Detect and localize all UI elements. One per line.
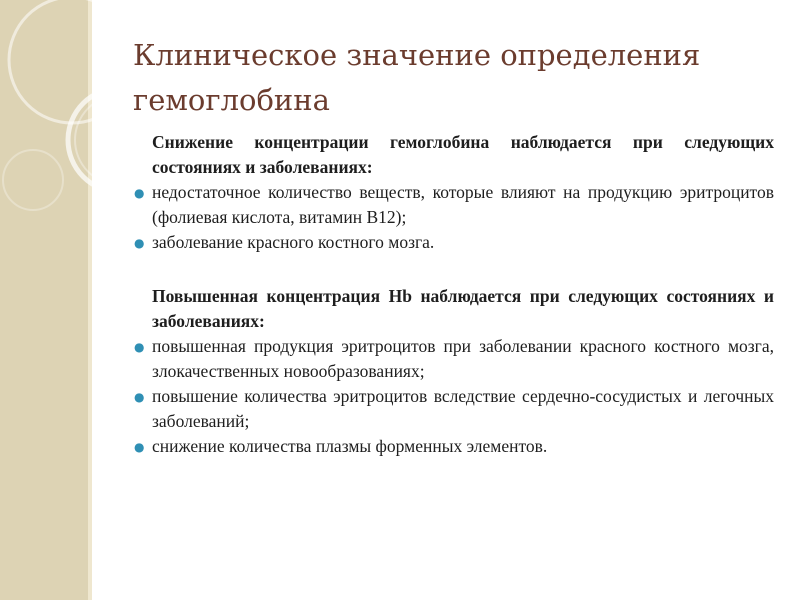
bullet-icon: ● bbox=[134, 340, 145, 354]
list-item-text: недостаточное количество веществ, которые влияют на продукцию эритроцитов (фолиевая кислота, витамин В12); bbox=[152, 182, 774, 227]
section-heading: Повышенная концентрация Hb наблюдается при следующих состояниях и заболеваниях: bbox=[152, 286, 774, 331]
list-item bbox=[133, 230, 774, 255]
list-item bbox=[133, 180, 774, 230]
list-item-text: повышение количества эритроцитов вследствие сердечно-сосудистых и легочных заболеваний; bbox=[152, 386, 774, 431]
bullet-list bbox=[133, 334, 774, 459]
list-item-text: заболевание красного костного мозга. bbox=[152, 232, 435, 252]
bullet-icon: ● bbox=[134, 186, 145, 200]
list-item-text: снижение количества плазмы форменных элементов. bbox=[152, 436, 548, 456]
list-item bbox=[133, 384, 774, 434]
list-item bbox=[133, 334, 774, 384]
list-item-text: повышенная продукция эритроцитов при заболевании красного костного мозга, злокачественных новообразованиях; bbox=[152, 336, 774, 381]
bullet-icon: ● bbox=[134, 390, 145, 404]
spacer bbox=[133, 255, 774, 284]
bullet-icon: ● bbox=[134, 236, 145, 250]
list-item bbox=[133, 434, 774, 459]
bullet-icon: ● bbox=[134, 440, 145, 454]
bullet-list bbox=[133, 180, 774, 255]
slide-content bbox=[133, 130, 774, 459]
slide-title: Клиническое значение определения гемоглобина bbox=[133, 38, 701, 117]
section-heading: Снижение концентрации гемоглобина наблюдается при следующих состояниях и заболеваниях: bbox=[152, 132, 774, 177]
